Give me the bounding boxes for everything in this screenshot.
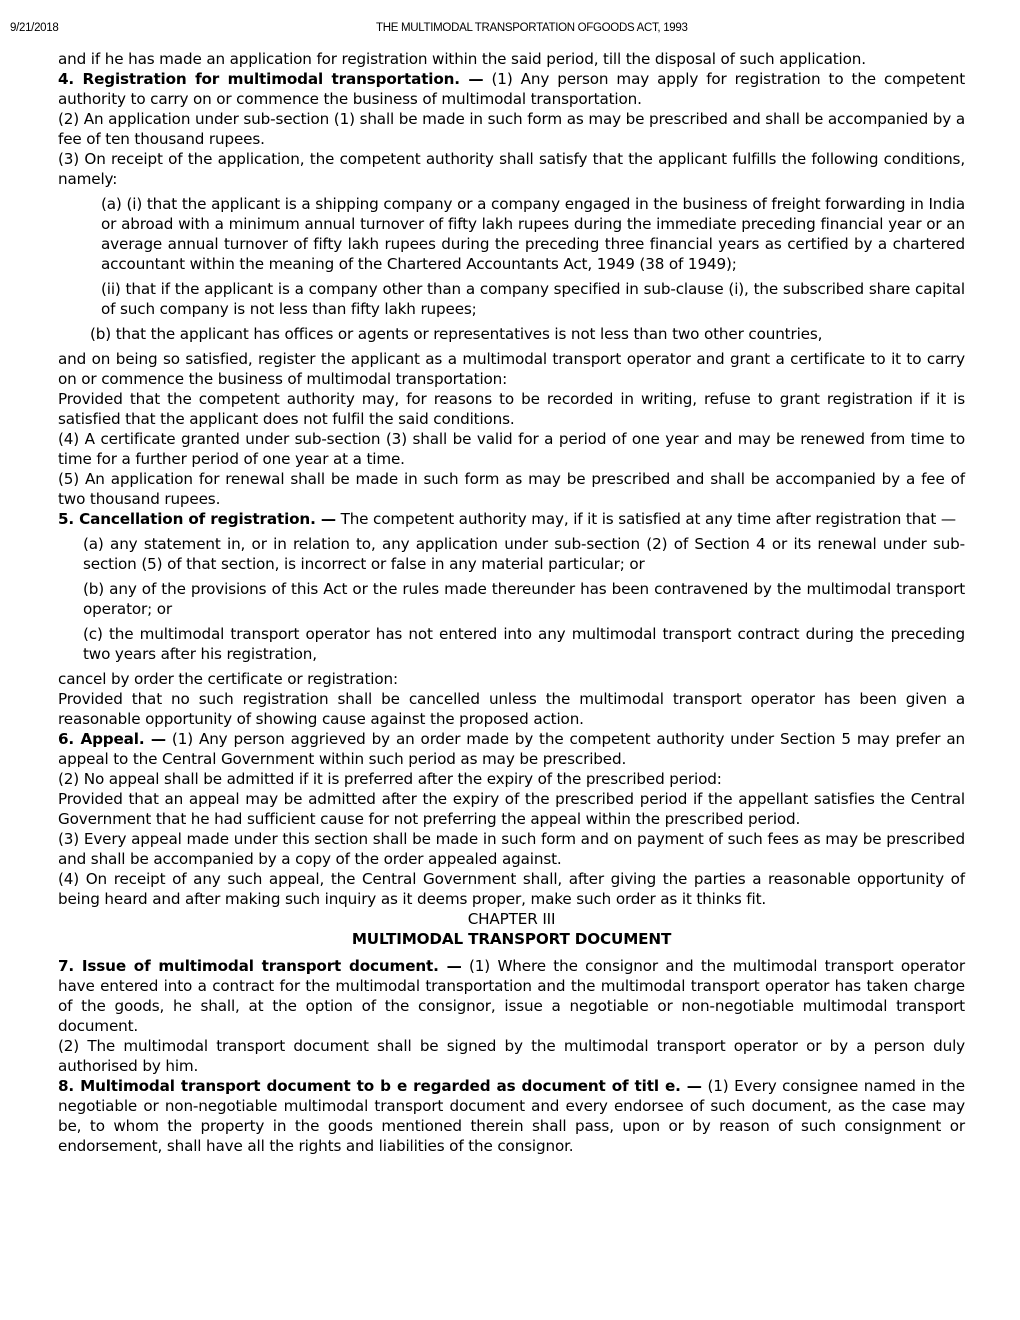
paragraph: (1) Any person aggrieved by an order made by the competent authority under Section 5 may prefer an appeal to the Central Government within such period as may be prescribed. xyxy=(58,730,965,768)
section-heading: 5. Cancellation of registration. — xyxy=(58,510,336,528)
clause: (b) any of the provisions of this Act or the rules made thereunder has been contravened by the multimodal transport operator; or xyxy=(83,580,965,618)
paragraph: (2) No appeal shall be admitted if it is preferred after the expiry of the prescribed period: xyxy=(58,770,722,788)
chapter-number: CHAPTER III xyxy=(467,910,556,928)
section-4 xyxy=(58,69,965,109)
clause: (b) that the applicant has offices or agents or representatives is not less than two other countries, xyxy=(90,325,823,343)
document-body xyxy=(58,49,965,1156)
section-5 xyxy=(58,509,965,529)
paragraph: (1) Every consignee named in the negotiable or non-negotiable multimodal transport document and every endorsee of such document, as the case may be, to whom the property in the goods mentioned therein shall pass, upon or by reason of such consignment or endorsement, shall have all the rights and liabilities of the consignor. xyxy=(58,1077,965,1155)
proviso: Provided that the competent authority may, for reasons to be recorded in writing, refuse to grant registration if it is satisfied that the applicant does not fulfil the said conditions. xyxy=(58,390,965,428)
paragraph: (1) Where the consignor and the multimodal transport operator have entered into a contract for the multimodal transportation and the multimodal transport operator has taken charge of the goods, he shall, at the option of the consignor, issue a negotiable or non-negotiable multimodal transport document. xyxy=(58,957,965,1035)
clause: (c) the multimodal transport operator has not entered into any multimodal transport contract during the preceding two years after his registration, xyxy=(83,625,965,663)
paragraph: and if he has made an application for registration within the said period, till the disposal of such application. xyxy=(58,50,866,68)
paragraph: (2) The multimodal transport document shall be signed by the multimodal transport operator or by a person duly authorised by him. xyxy=(58,1037,965,1075)
section-heading: 6. Appeal. — xyxy=(58,730,166,748)
paragraph: (5) An application for renewal shall be made in such form as may be prescribed and shall be accompanied by a fee of two thousand rupees. xyxy=(58,470,965,508)
clause: (ii) that if the applicant is a company other than a company specified in sub-clause (i), the subscribed share capital of such company is not less than fifty lakh rupees; xyxy=(101,280,965,318)
running-title: THE MULTIMODAL TRANSPORTATION OFGOODS ACT, 1993 xyxy=(376,22,688,34)
chapter-title: MULTIMODAL TRANSPORT DOCUMENT xyxy=(351,930,672,948)
paragraph: cancel by order the certificate or registration: xyxy=(58,670,398,688)
paragraph: (1) Any person may apply for registration to the competent authority to carry on or commence the business of multimodal transportation. xyxy=(58,70,965,108)
clause: (a) (i) that the applicant is a shipping company or a company engaged in the business of freight forwarding in India or abroad with a minimum annual turnover of fifty lakh rupees during the immediate preceding financial year or an average annual turnover of fifty lakh rupees during the preceding three financial years as certified by a chartered accountant within the meaning of the Chartered Accountants Act, 1949 (38 of 1949); xyxy=(101,195,965,273)
paragraph: and on being so satisfied, register the applicant as a multimodal transport operator and grant a certificate to it to carry on or commence the business of multimodal transportation: xyxy=(58,350,965,388)
section-6 xyxy=(58,729,965,769)
print-date: 9/21/2018 xyxy=(10,22,59,34)
section-heading: 7. Issue of multimodal transport document. — xyxy=(58,957,462,975)
proviso: Provided that no such registration shall be cancelled unless the multimodal transport operator has been given a reasonable opportunity of showing cause against the proposed action. xyxy=(58,690,965,728)
section-7 xyxy=(58,956,965,1036)
paragraph: (3) On receipt of the application, the competent authority shall satisfy that the applicant fulfills the following conditions, namely: xyxy=(58,150,965,188)
paragraph: (4) A certificate granted under sub-section (3) shall be valid for a period of one year and may be renewed from time to time for a further period of one year at a time. xyxy=(58,430,965,468)
section-heading: 4. Registration for multimodal transportation. — xyxy=(58,70,484,88)
proviso: Provided that an appeal may be admitted after the expiry of the prescribed period if the appellant satisfies the Central Government that he had sufficient cause for not preferring the appeal within the prescribed period. xyxy=(58,790,965,828)
paragraph: (2) An application under sub-section (1) shall be made in such form as may be prescribed and shall be accompanied by a fee of ten thousand rupees. xyxy=(58,110,965,148)
paragraph: The competent authority may, if it is satisfied at any time after registration that — xyxy=(335,510,956,528)
paragraph: (4) On receipt of any such appeal, the Central Government shall, after giving the parties a reasonable opportunity of being heard and after making such inquiry as it deems proper, make such order as it thinks fit. xyxy=(58,870,965,908)
section-heading: 8. Multimodal transport document to b e regarded as document of titl e. — xyxy=(58,1077,702,1095)
paragraph: (3) Every appeal made under this section shall be made in such form and on payment of such fees as may be prescribed and shall be accompanied by a copy of the order appealed against. xyxy=(58,830,965,868)
clause: (a) any statement in, or in relation to, any application under sub-section (2) of Section 4 or its renewal under sub-section (5) of that section, is incorrect or false in any material particular; or xyxy=(83,535,965,573)
section-8 xyxy=(58,1076,965,1156)
